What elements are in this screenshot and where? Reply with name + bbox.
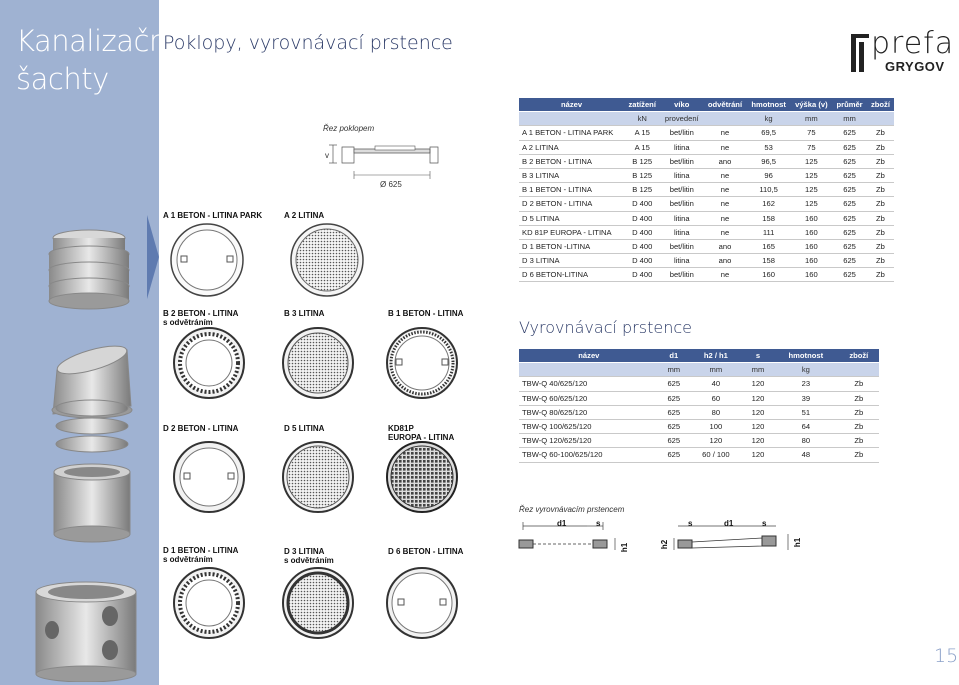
shaft-base-image: [30, 578, 142, 682]
table-cell: B 125: [624, 154, 660, 168]
table-cell: A 15: [624, 140, 660, 154]
table-cell: 625: [659, 448, 689, 462]
table-cell: 158: [747, 211, 791, 225]
ring-dim-d1-a: d1: [557, 519, 567, 528]
table-cell: Zb: [867, 126, 894, 140]
table-cell: 111: [747, 225, 791, 239]
cover-diameter-label: Ø 625: [380, 180, 402, 189]
table-cell: D 1 BETON -LITINA: [519, 239, 624, 253]
section-pointer-arrow: [147, 215, 159, 299]
table-cell: 625: [832, 168, 867, 182]
table-cell: ne: [703, 211, 746, 225]
table-cell: 23: [773, 377, 839, 391]
table-cell: 51: [773, 405, 839, 419]
sidebar-title: [16, 22, 174, 98]
rings-unit-cell: [839, 363, 879, 377]
table-cell: 625: [832, 268, 867, 282]
rings-header-cell: s: [743, 349, 773, 363]
table-row: [519, 405, 879, 419]
table-row: [519, 197, 894, 211]
table-row: [519, 154, 894, 168]
table-row: [519, 377, 879, 391]
covers-unit-cell: mm: [791, 112, 833, 126]
table-cell: bet/litin: [660, 197, 703, 211]
covers-table: [519, 98, 894, 282]
table-cell: B 1 BETON - LITINA: [519, 183, 624, 197]
label-d5: D 5 LITINA: [284, 424, 325, 433]
cover-d1-image: [170, 566, 248, 640]
table-cell: 160: [747, 268, 791, 282]
cover-b2-image: [170, 326, 248, 400]
rings-table-units: [519, 363, 879, 377]
table-cell: ne: [703, 126, 746, 140]
rings-header-cell: d1: [659, 349, 689, 363]
table-cell: 160: [791, 254, 833, 268]
table-cell: Zb: [867, 225, 894, 239]
ring-dim-s-a: s: [596, 519, 601, 528]
table-cell: Zb: [867, 154, 894, 168]
table-cell: Zb: [839, 377, 879, 391]
covers-header-cell: odvětrání: [703, 98, 746, 112]
rings-header-cell: název: [519, 349, 659, 363]
cylinder-ring-image: [50, 462, 134, 546]
ring-section-h2-drawing: [664, 516, 804, 556]
table-cell: TBW-Q 100/625/120: [519, 419, 659, 433]
covers-header-cell: víko: [660, 98, 703, 112]
table-cell: 625: [659, 391, 689, 405]
table-row: [519, 254, 894, 268]
covers-header-cell: výška (v): [791, 98, 833, 112]
table-cell: Zb: [839, 405, 879, 419]
table-cell: 96,5: [747, 154, 791, 168]
label-a2: A 2 LITINA: [284, 211, 325, 220]
rings-section-caption: Řez vyrovnávacím prstencem: [519, 505, 625, 514]
ring-dim-d1-b: d1: [724, 519, 734, 528]
table-cell: 120: [689, 434, 743, 448]
label-a1: A 1 BETON - LITINA PARK: [163, 211, 263, 220]
label-kd81p: KD81P EUROPA - LITINA: [388, 424, 455, 442]
table-cell: 53: [747, 140, 791, 154]
cover-section-caption: Řez poklopem: [323, 124, 375, 133]
table-row: [519, 239, 894, 253]
table-cell: litina: [660, 225, 703, 239]
covers-unit-cell: [867, 112, 894, 126]
table-cell: 160: [791, 268, 833, 282]
table-cell: D 3 LITINA: [519, 254, 624, 268]
table-cell: Zb: [839, 434, 879, 448]
cover-kd81p-image: [383, 440, 461, 514]
cover-d2-image: [170, 440, 248, 514]
table-row: [519, 434, 879, 448]
logo-subtext: GRYGOV: [885, 59, 945, 74]
rings-unit-cell: kg: [773, 363, 839, 377]
table-cell: Zb: [867, 268, 894, 282]
table-cell: ano: [703, 254, 746, 268]
table-row: [519, 268, 894, 282]
table-cell: Zb: [867, 168, 894, 182]
table-cell: 75: [791, 126, 833, 140]
table-cell: 625: [659, 405, 689, 419]
table-cell: ne: [703, 197, 746, 211]
table-row: [519, 126, 894, 140]
table-cell: bet/litin: [660, 183, 703, 197]
table-cell: ano: [703, 239, 746, 253]
table-cell: D 2 BETON - LITINA: [519, 197, 624, 211]
prefa-logo-mark-icon: [849, 32, 871, 74]
cover-b3-image: [279, 326, 357, 400]
table-cell: 64: [773, 419, 839, 433]
table-cell: 80: [689, 405, 743, 419]
table-cell: 120: [743, 405, 773, 419]
table-cell: D 5 LITINA: [519, 211, 624, 225]
table-cell: 125: [791, 183, 833, 197]
table-cell: 48: [773, 448, 839, 462]
covers-unit-cell: [703, 112, 746, 126]
covers-unit-cell: mm: [832, 112, 867, 126]
covers-unit-cell: kN: [624, 112, 660, 126]
table-cell: ne: [703, 183, 746, 197]
cover-a1-image: [167, 222, 247, 298]
table-cell: D 6 BETON-LITINA: [519, 268, 624, 282]
label-d2: D 2 BETON - LITINA: [163, 424, 239, 433]
table-cell: 625: [832, 225, 867, 239]
table-cell: 120: [743, 434, 773, 448]
table-cell: A 2 LITINA: [519, 140, 624, 154]
table-cell: litina: [660, 140, 703, 154]
table-cell: 110,5: [747, 183, 791, 197]
table-cell: Zb: [867, 197, 894, 211]
table-row: [519, 183, 894, 197]
sidebar-title-line2: šachty: [16, 62, 109, 96]
table-cell: 120: [743, 419, 773, 433]
thin-rings-image: [52, 398, 132, 460]
table-cell: 96: [747, 168, 791, 182]
covers-header-cell: průměr: [832, 98, 867, 112]
table-cell: 158: [747, 254, 791, 268]
rings-table: [519, 349, 879, 463]
table-cell: 100: [689, 419, 743, 433]
ring-dim-h1-b: h1: [793, 537, 803, 548]
table-cell: 625: [659, 377, 689, 391]
table-cell: D 400: [624, 268, 660, 282]
covers-header-cell: zboží: [867, 98, 894, 112]
cover-d5-image: [279, 440, 357, 514]
table-cell: 625: [659, 434, 689, 448]
rings-unit-cell: mm: [689, 363, 743, 377]
table-cell: 75: [791, 140, 833, 154]
table-row: [519, 225, 894, 239]
table-cell: litina: [660, 254, 703, 268]
label-b2: B 2 BETON - LITINA s odvětráním: [163, 309, 239, 327]
table-cell: 60: [689, 391, 743, 405]
table-cell: Zb: [867, 254, 894, 268]
table-cell: 60 / 100: [689, 448, 743, 462]
table-row: [519, 168, 894, 182]
covers-unit-cell: provedení: [660, 112, 703, 126]
table-cell: TBW-Q 60-100/625/120: [519, 448, 659, 462]
table-cell: D 400: [624, 225, 660, 239]
table-cell: 80: [773, 434, 839, 448]
table-cell: Zb: [867, 239, 894, 253]
table-cell: TBW-Q 40/625/120: [519, 377, 659, 391]
table-cell: bet/litin: [660, 126, 703, 140]
table-cell: A 15: [624, 126, 660, 140]
table-cell: TBW-Q 120/625/120: [519, 434, 659, 448]
table-row: [519, 448, 879, 462]
rings-header-cell: hmotnost: [773, 349, 839, 363]
table-cell: Zb: [867, 211, 894, 225]
ring-dim-s-b: s: [688, 519, 693, 528]
table-cell: 625: [832, 239, 867, 253]
table-cell: 39: [773, 391, 839, 405]
table-cell: bet/litin: [660, 154, 703, 168]
cover-b1-image: [383, 326, 461, 400]
table-cell: 625: [832, 197, 867, 211]
table-cell: Zb: [839, 419, 879, 433]
cover-d3-image: [279, 566, 357, 640]
table-cell: 162: [747, 197, 791, 211]
cover-d6-image: [383, 566, 461, 640]
table-cell: A 1 BETON - LITINA PARK: [519, 126, 624, 140]
table-cell: ne: [703, 168, 746, 182]
table-cell: D 400: [624, 211, 660, 225]
table-cell: litina: [660, 168, 703, 182]
table-cell: B 125: [624, 183, 660, 197]
table-cell: litina: [660, 211, 703, 225]
table-cell: 625: [659, 419, 689, 433]
sidebar-title-line1: Kanalizační: [16, 24, 175, 58]
rings-table-header: [519, 349, 879, 363]
table-cell: 625: [832, 126, 867, 140]
table-cell: B 3 LITINA: [519, 168, 624, 182]
table-row: [519, 211, 894, 225]
label-b1: B 1 BETON - LITINA: [388, 309, 464, 318]
rings-section-title: Vyrovnávací prstence: [519, 318, 692, 337]
covers-header-cell: název: [519, 98, 624, 112]
table-row: [519, 419, 879, 433]
table-cell: Zb: [839, 391, 879, 405]
table-cell: 160: [791, 225, 833, 239]
cover-height-label: v: [325, 151, 329, 160]
table-cell: 165: [747, 239, 791, 253]
table-row: [519, 140, 894, 154]
table-cell: 625: [832, 211, 867, 225]
table-cell: TBW-Q 80/625/120: [519, 405, 659, 419]
table-cell: 125: [791, 154, 833, 168]
label-d1: D 1 BETON - LITINA s odvětráním: [163, 546, 239, 564]
table-cell: 625: [832, 254, 867, 268]
table-cell: D 400: [624, 239, 660, 253]
label-d6: D 6 BETON - LITINA: [388, 547, 464, 556]
table-cell: 160: [791, 239, 833, 253]
table-cell: 125: [791, 197, 833, 211]
covers-table-units: [519, 112, 894, 126]
table-cell: ne: [703, 140, 746, 154]
stacked-rings-image: [44, 228, 134, 312]
logo-text: prefa: [871, 26, 955, 61]
covers-table-header: [519, 98, 894, 112]
table-cell: Zb: [867, 140, 894, 154]
rings-unit-cell: mm: [743, 363, 773, 377]
table-cell: D 400: [624, 254, 660, 268]
table-cell: B 2 BETON - LITINA: [519, 154, 624, 168]
prefa-logo: [849, 26, 955, 74]
table-cell: 40: [689, 377, 743, 391]
table-cell: 625: [832, 154, 867, 168]
ring-section-h1-drawing: [517, 516, 637, 556]
table-cell: B 125: [624, 168, 660, 182]
table-cell: Zb: [839, 448, 879, 462]
table-row: [519, 391, 879, 405]
table-cell: Zb: [867, 183, 894, 197]
covers-header-cell: zatížení: [624, 98, 660, 112]
table-cell: KD 81P EUROPA - LITINA: [519, 225, 624, 239]
rings-unit-cell: [519, 363, 659, 377]
ring-dim-h1-a: h1: [620, 542, 630, 553]
ring-dim-h2: h2: [660, 539, 670, 550]
table-cell: 69,5: [747, 126, 791, 140]
ring-dim-s-c: s: [762, 519, 767, 528]
label-d3: D 3 LITINA s odvětráním: [284, 547, 334, 565]
table-cell: bet/litin: [660, 268, 703, 282]
table-cell: 625: [832, 140, 867, 154]
rings-header-cell: h2 / h1: [689, 349, 743, 363]
covers-unit-cell: kg: [747, 112, 791, 126]
table-cell: 120: [743, 391, 773, 405]
table-cell: 625: [832, 183, 867, 197]
table-cell: ne: [703, 268, 746, 282]
table-cell: 125: [791, 168, 833, 182]
cover-a2-image: [287, 222, 367, 298]
table-cell: TBW-Q 60/625/120: [519, 391, 659, 405]
rings-unit-cell: mm: [659, 363, 689, 377]
table-cell: D 400: [624, 197, 660, 211]
table-cell: ne: [703, 225, 746, 239]
label-b3: B 3 LITINA: [284, 309, 325, 318]
table-cell: 120: [743, 377, 773, 391]
covers-unit-cell: [519, 112, 624, 126]
table-cell: 120: [743, 448, 773, 462]
rings-header-cell: zboží: [839, 349, 879, 363]
covers-header-cell: hmotnost: [747, 98, 791, 112]
page-title: Poklopy, vyrovnávací prstence: [163, 32, 453, 54]
table-cell: ano: [703, 154, 746, 168]
table-cell: bet/litin: [660, 239, 703, 253]
table-cell: 160: [791, 211, 833, 225]
page-number: 15: [934, 645, 959, 667]
